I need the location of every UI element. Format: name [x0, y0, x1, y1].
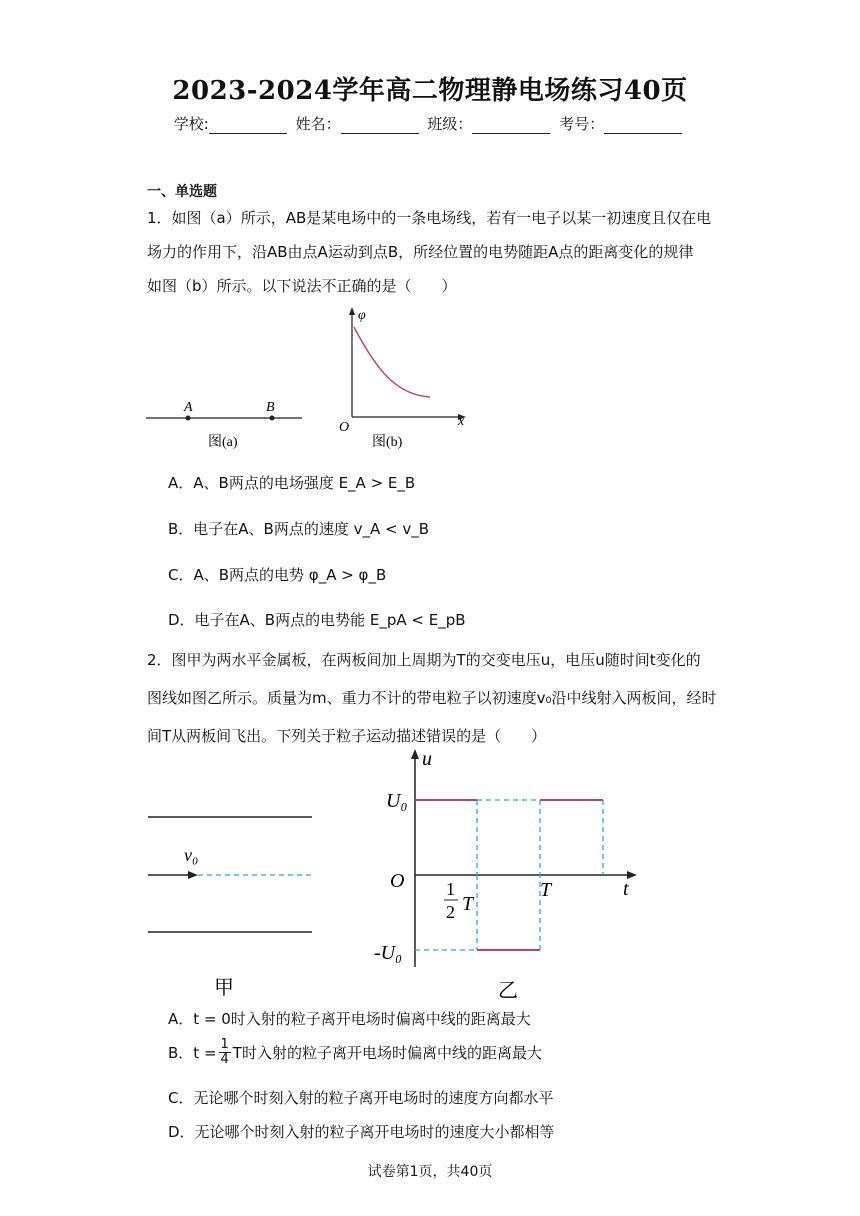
velocity-label: v₀ — [184, 845, 199, 865]
u-axis-label: u — [422, 748, 432, 770]
class-label: 班级： — [427, 115, 473, 133]
q1-option-d[interactable]: D．电子在A、B两点的电势能 E_pA < E_pB — [168, 611, 466, 629]
name-label: 姓名： — [295, 115, 341, 133]
q1-option-a[interactable]: A．A、B两点的电场强度 E_A > E_B — [168, 474, 416, 492]
q1-line-1: 1．如图（a）所示，AB是某电场中的一条电场线，若有一电子以某一初速度且仅在电 — [147, 209, 712, 227]
figure-a-caption: 图(a) — [208, 435, 238, 450]
q1-figures — [140, 305, 480, 455]
velocity-arrowhead — [188, 871, 198, 879]
q2-option-c[interactable]: C．无论哪个时刻入射的粒子离开电场时的速度方向都水平 — [168, 1089, 554, 1107]
school-label: 学校: — [173, 115, 209, 133]
figure-b-caption: 图(b) — [372, 435, 403, 450]
figure-yi — [374, 748, 637, 1002]
q2-option-b[interactable] — [168, 1038, 542, 1067]
student-info-line — [0, 113, 860, 134]
fraction-denominator: 4 — [220, 1052, 229, 1067]
phi-axis-arrow — [349, 307, 355, 315]
u0-label: U₀ — [386, 790, 408, 812]
q2-figures — [140, 745, 660, 1005]
q2-option-a[interactable]: A．t = 0时入射的粒子离开电场时偏离中线的距离最大 — [168, 1010, 531, 1028]
q2-option-b-suffix: T时入射的粒子离开电场时偏离中线的距离最大 — [232, 1044, 542, 1062]
q1-line-3: 如图（b）所示。以下说法不正确的是（ ） — [147, 277, 457, 295]
point-b-dot — [270, 416, 275, 421]
q1-option-c[interactable]: C．A、B两点的电势 φ_A > φ_B — [168, 566, 387, 584]
q1-line-2: 场力的作用下，沿AB由点A运动到点B，所经位置的电势随距A点的距离变化的规律 — [147, 243, 694, 261]
origin-label: O — [390, 870, 405, 892]
q2-option-d[interactable]: D．无论哪个时刻入射的粒子离开电场时的速度大小都相等 — [168, 1123, 555, 1141]
origin-label: O — [339, 420, 350, 435]
neg-u0-label: -U₀ — [374, 942, 403, 964]
figure-b — [339, 307, 466, 450]
page-footer: 试卷第1页，共40页 — [367, 1164, 493, 1180]
q2-line-2: 图线如图乙所示。质量为m、重力不计的带电粒子以初速度v₀沿中线射入两板间，经时 — [147, 689, 717, 707]
phi-axis-label: φ — [358, 308, 366, 323]
point-a-label: A — [184, 400, 193, 415]
t-axis-label: t — [623, 878, 629, 900]
point-b-label: B — [266, 400, 275, 415]
school-blank — [209, 119, 287, 134]
figure-a — [146, 400, 302, 450]
t-period-label: T — [540, 879, 552, 901]
u-axis-arrow — [411, 749, 419, 759]
class-blank — [472, 119, 550, 134]
q1-option-b[interactable]: B．电子在A、B两点的速度 v_A < v_B — [168, 520, 430, 538]
question-2-stem — [147, 641, 747, 755]
half-t-denominator: 2 — [446, 902, 455, 922]
figure-yi-caption: 乙 — [498, 980, 518, 1002]
q2-line-1: 2．图甲为两水平金属板，在两板间加上周期为T的交变电压u，电压u随时间t变化的 — [147, 651, 701, 669]
name-blank — [341, 119, 419, 134]
q2-option-b-fraction — [219, 1038, 231, 1067]
q2-option-b-prefix: B．t = — [168, 1044, 217, 1062]
q2-line-3: 间T从两板间飞出。下列关于粒子运动描述错误的是（ ） — [147, 727, 547, 745]
half-t-numerator: 1 — [446, 879, 455, 899]
fraction-numerator: 1 — [220, 1037, 229, 1052]
point-a-dot — [186, 416, 191, 421]
potential-curve — [354, 327, 430, 397]
question-1-stem — [147, 201, 737, 303]
section-title: 一、单选题 — [147, 184, 217, 200]
x-axis-label: x — [458, 414, 465, 429]
exam-no-label: 考号： — [559, 115, 605, 133]
page-title: 2023-2024学年高二物理静电场练习40页 — [172, 76, 688, 106]
exam-no-blank — [604, 119, 682, 134]
figure-jia-caption: 甲 — [214, 977, 234, 999]
figure-jia — [148, 817, 312, 999]
half-t-label: T — [462, 893, 474, 915]
